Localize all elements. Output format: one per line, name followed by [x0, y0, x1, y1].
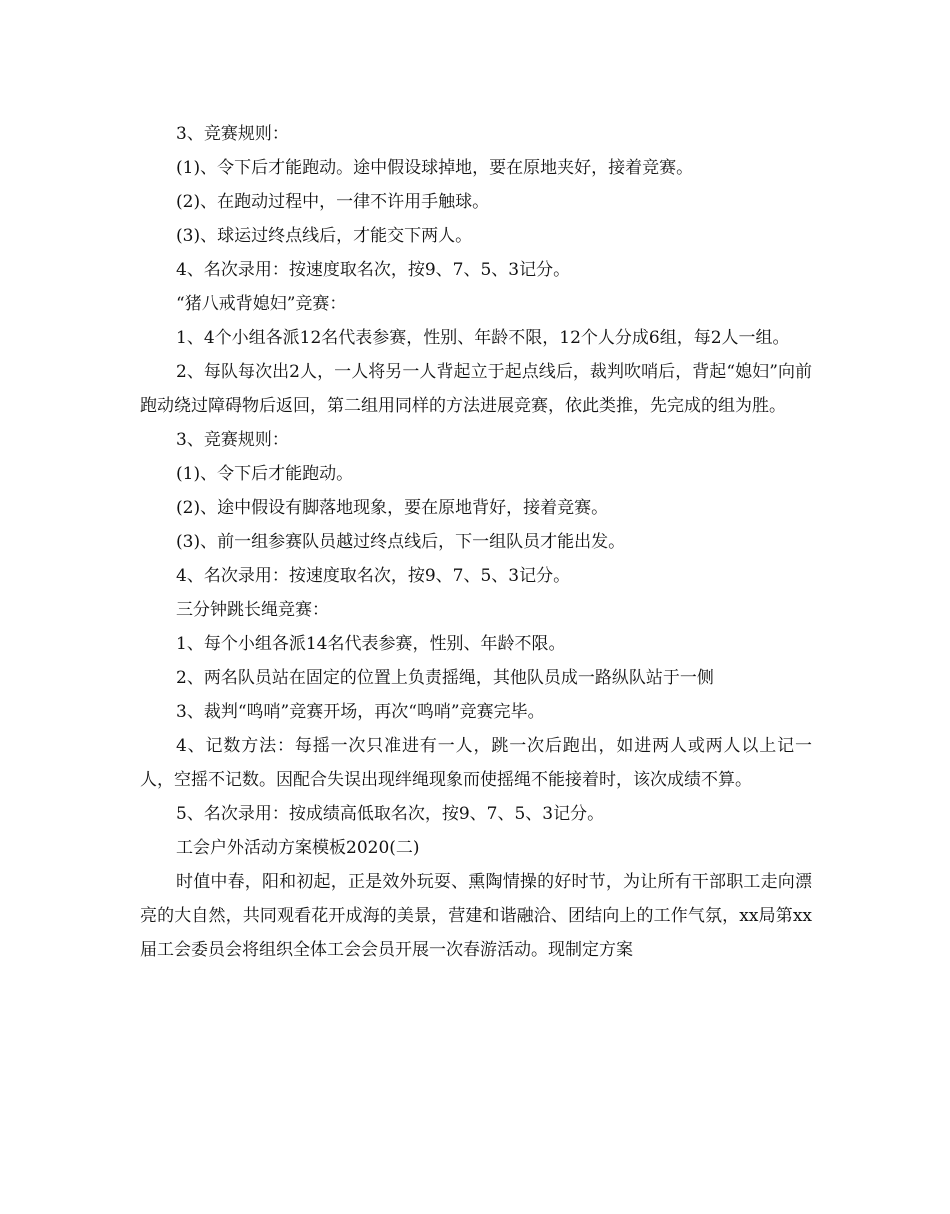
paragraph: 2、每队每次出2人，一人将另一人背起立于起点线后，裁判吹哨后，背起“媳妇”向前跑动绕过障碍物后返回，第二组用同样的方法进展竞赛，依此类推，先完成的组为胜。 — [140, 362, 812, 416]
paragraph: 3、竞赛规则： — [176, 124, 289, 144]
paragraph: (1)、令下后才能跑动。途中假设球掉地，要在原地夹好，接着竞赛。 — [176, 158, 694, 178]
paragraph: 4、名次录用：按速度取名次，按9、7、5、3记分。 — [176, 260, 571, 280]
paragraph: 4、名次录用：按速度取名次，按9、7、5、3记分。 — [176, 566, 571, 586]
document-body — [140, 117, 812, 967]
paragraph: 3、裁判“鸣哨”竞赛开场，再次“鸣哨”竞赛完毕。 — [176, 702, 545, 722]
paragraph: 1、每个小组各派14名代表参赛，性别、年龄不限。 — [176, 634, 566, 654]
paragraph: (2)、在跑动过程中，一律不许用手触球。 — [176, 192, 490, 212]
section-heading: 三分钟跳长绳竞赛： — [176, 600, 329, 620]
paragraph: (3)、球运过终点线后，才能交下两人。 — [176, 226, 473, 246]
paragraph: (1)、令下后才能跑动。 — [176, 464, 354, 484]
section-heading: “猪八戒背媳妇”竞赛： — [176, 294, 347, 314]
paragraph: (3)、前一组参赛队员越过终点线后，下一组队员才能出发。 — [176, 532, 626, 552]
paragraph: 1、4个小组各派12名代表参赛，性别、年龄不限，12个人分成6组，每2人一组。 — [176, 328, 790, 348]
paragraph: 2、两名队员站在固定的位置上负责摇绳，其他队员成一路纵队站于一侧 — [176, 668, 714, 688]
section-heading: 工会户外活动方案模板2020(二) — [176, 838, 420, 858]
paragraph: 3、竞赛规则： — [176, 430, 289, 450]
paragraph: (2)、途中假设有脚落地现象，要在原地背好，接着竞赛。 — [176, 498, 609, 518]
paragraph: 4、记数方法：每摇一次只准进有一人，跳一次后跑出，如进两人或两人以上记一人，空摇不记数。因配合失误出现绊绳现象而使摇绳不能接着时，该次成绩不算。 — [140, 736, 812, 790]
paragraph: 时值中春，阳和初起，正是效外玩耍、熏陶情操的好时节，为让所有干部职工走向漂亮的大自然，共同观看花开成海的美景，营建和谐融洽、团结向上的工作气氛，xx局第xx届工会委员会将组织全体工会会员开展一次春游活动。现制定方案 — [140, 872, 812, 960]
paragraph: 5、名次录用：按成绩高低取名次，按9、7、5、3记分。 — [176, 804, 605, 824]
